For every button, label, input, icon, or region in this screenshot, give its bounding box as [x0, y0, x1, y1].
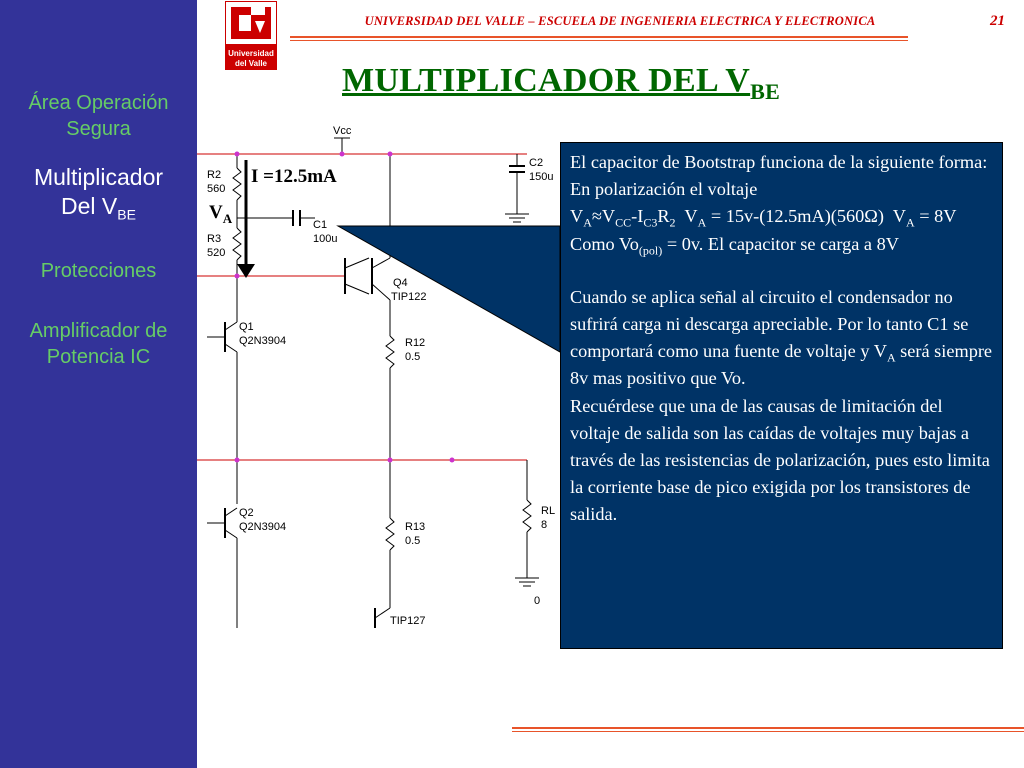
current-arrow-head: [237, 264, 255, 278]
explanation-p2: En polarización el voltaje: [570, 179, 758, 200]
va-label: [209, 202, 232, 227]
va-label-sub: A: [222, 210, 233, 226]
r12-value: 0.5: [405, 351, 421, 363]
formula-eq-v-sub: A: [697, 216, 707, 231]
r3-value: 520: [207, 247, 226, 259]
r2-name: R2: [207, 169, 222, 181]
c2-name: C2: [529, 157, 544, 169]
explanation-box: [560, 142, 1003, 649]
r12-name: R12: [405, 337, 426, 349]
q4-part: TIP122: [391, 291, 427, 303]
formula-tail-v-sub: A: [906, 216, 915, 231]
formula-va: V: [570, 206, 584, 227]
formula-vcc-sub: CC: [615, 216, 632, 231]
formula-eq-v: V: [684, 206, 698, 227]
q1-name: Q1: [239, 321, 254, 333]
formula-dash: -I: [631, 206, 644, 227]
c1-name: C1: [313, 219, 328, 231]
nav-item-label-line1: Área Operación: [28, 92, 169, 114]
nav-item-label-line2: Segura: [66, 118, 131, 140]
nav-item-label-sub: BE: [117, 206, 136, 223]
q2-part: Q2N3904: [239, 521, 287, 533]
formula-r: R: [657, 206, 670, 227]
rl-value: 8: [541, 519, 548, 531]
va-label-main: V: [209, 202, 223, 223]
formula-eq-rest: = 15v-(12.5mA)(560Ω): [710, 206, 884, 227]
paragraph-gap: [570, 258, 993, 284]
page-title-main: MULTIPLICADOR DEL V: [342, 62, 751, 99]
rl-name: RL: [541, 505, 556, 517]
vcc-label: Vcc: [333, 125, 352, 137]
nav-item-label-line1: Amplificador de: [29, 320, 168, 342]
explanation-formula: [570, 203, 993, 230]
formula-va-sub: A: [583, 216, 592, 231]
q1-part: Q2N3904: [239, 335, 287, 347]
explanation-p1: El capacitor de Bootstrap funciona de la siguiente forma:: [570, 152, 988, 172]
explanation-p4-sub: (pol): [638, 243, 663, 258]
nav-item-label-line2: Potencia IC: [46, 346, 151, 368]
explanation-p4-b: = 0v. El capacitor se carga a 8V: [662, 233, 899, 254]
explanation-p6: Recuérdese que una de las causas de limitación del voltaje de salida son las caídas de voltajes muy bajas a través de las resistencias de polarización, pues esto limita la corriente base de pico exigida por los transistores de salida.: [570, 395, 990, 525]
explanation-p4-a: Como Vo: [570, 233, 639, 254]
explanation-p5-a: Cuando se aplica señal al circuito el condensador no sufrirá carga ni descarga apreciable. Por lo tanto C1 se comportará como una fuente de voltaje y V: [570, 286, 969, 362]
formula-tail-v: V: [892, 206, 906, 227]
nav-item-label-line1: Multiplicador: [33, 164, 164, 190]
formula-r2-sub: 2: [669, 216, 676, 231]
formula-tail-rest: = 8V: [919, 206, 957, 227]
tip127-label: TIP127: [390, 615, 426, 627]
r2-value: 560: [207, 183, 226, 195]
page-number: 21: [990, 13, 1005, 29]
r13-value: 0.5: [405, 535, 421, 547]
institution-header: UNIVERSIDAD DEL VALLE – ESCUELA DE INGENIERIA ELECTRICA Y ELECTRONICA: [364, 14, 876, 28]
explanation-p5-b: será siempre 8v mas positivo que Vo.: [570, 341, 993, 389]
logo-text-line1: Universidad: [228, 49, 274, 58]
q2-name: Q2: [239, 507, 254, 519]
r3-name: R3: [207, 233, 222, 245]
logo-text-line2: del Valle: [234, 59, 268, 68]
c2-value: 150u: [529, 171, 554, 183]
explanation-p5-sub: A: [886, 350, 896, 365]
formula-ic3-sub: C3: [643, 216, 658, 231]
explanation-p5: [570, 284, 993, 393]
page-title-sub: BE: [750, 78, 781, 104]
nav-item-label-line1: Protecciones: [40, 260, 157, 282]
ground-zero-label: 0: [534, 595, 541, 607]
r13-name: R13: [405, 521, 426, 533]
nav-item-label-line2: Del V: [61, 193, 118, 219]
c1-value: 100u: [313, 233, 338, 245]
current-label: I =12.5mA: [251, 166, 337, 187]
q4-name: Q4: [393, 277, 408, 289]
explanation-p4: [570, 231, 993, 258]
callout-pointer: [338, 226, 560, 352]
formula-approx: ≈V: [591, 206, 616, 227]
